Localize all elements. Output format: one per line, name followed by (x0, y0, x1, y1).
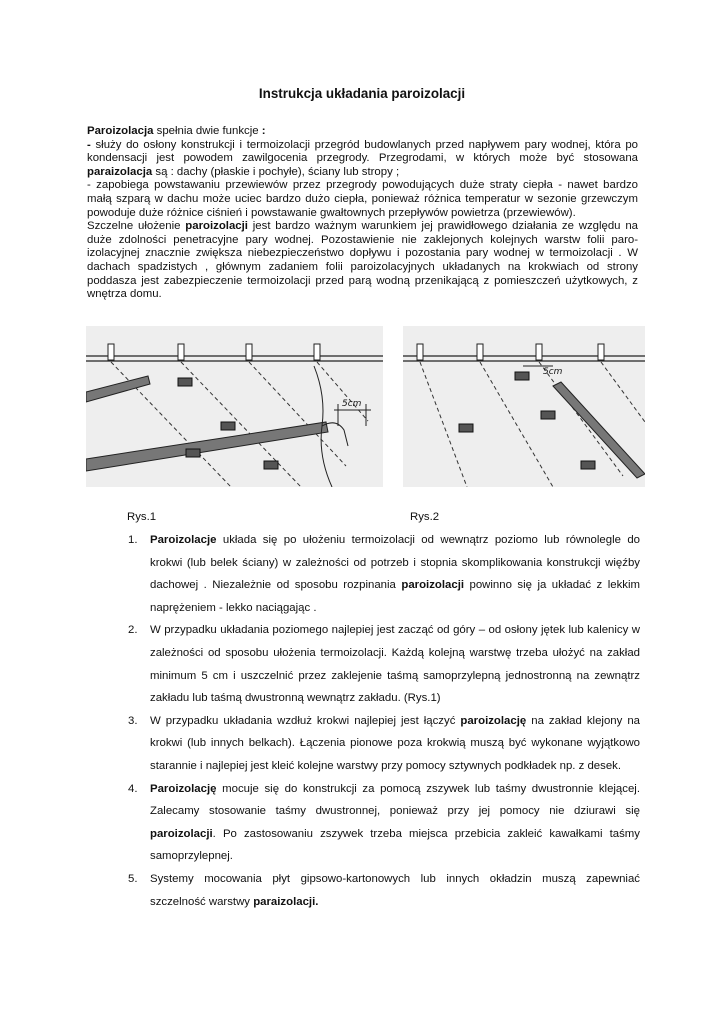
fastening-pad (264, 461, 278, 469)
term-bold: paraizolacja (87, 165, 153, 178)
list-text: powinno się ja układać z lekkim naprężeniem - lekko naciągając . (150, 579, 640, 614)
rafter-end (108, 344, 114, 360)
intro-text-span: są : dachy (płaskie i pochyłe), ściany lub stropy ; (152, 165, 400, 178)
intro-text-span: służy do osłony konstrukcji i termoizolacji przegród budowlanych przed napływem pary wodnej, która po kondensacji jest powodem zawilgocenia przegrody. Przegrodami, w których może być stosowana (87, 138, 638, 165)
rafter-end (536, 344, 542, 360)
intro-paragraph-2 (87, 139, 638, 180)
figure-1-drawing (86, 326, 383, 487)
intro-text (87, 125, 638, 302)
list-item (126, 710, 640, 778)
tape-strip-main (86, 422, 328, 471)
tape-strip-vertical (553, 382, 645, 478)
list-text: układa się po ułożeniu termoizolacji od wewnątrz poziomo lub równolegle do krokwi (lub belek ściany) w zależności od potrzeb i stopnia skomplikowania konstrukcji więźby dachowej . Niezależnie od sposobu rozpinania (150, 534, 640, 592)
rafter-dashed-line (480, 362, 553, 487)
rafter-end (598, 344, 604, 360)
rafter-dashed-line (601, 362, 645, 422)
term-bold: Paroizolację (150, 782, 217, 795)
term-bold: paroizolacji (401, 579, 465, 592)
list-item (126, 619, 640, 709)
term-bold: paroizolacji (185, 220, 248, 233)
fastening-pad (178, 378, 192, 386)
rafter-dashed-line (181, 362, 301, 487)
intro-paragraph-4 (87, 220, 638, 302)
dash-bold: - (87, 138, 91, 151)
dimension-label: 5cm (543, 367, 563, 377)
fastening-pad (515, 372, 529, 380)
list-text: na zakład klejony na krokwi (lub innych belkach). Łączenia pionowe poza krokwią muszą być wykonane wyjątkowo starannie i najlepiej jest kleić kolejne warstwy przy pomocy sztywnych podkładek np. z desek. (150, 714, 640, 772)
tape-strip-top (86, 376, 150, 402)
term-bold: paroizolacji (150, 827, 213, 840)
term-bold: Paroizolacja (87, 125, 154, 137)
term-bold: Paroizolacje (150, 534, 217, 546)
intro-paragraph-3: - zapobiega powstawaniu przewiewów przez przegrody powodujących duże straty ciepła - nawet bardzo małą szparą w dachu może uciec bardzo dużo ciepła, ponieważ różnica temperatur w sezonie grzewczym powoduje duże różnice ciśnień i powstawanie gwałtownych przepływów powietrza (przewiewów). (87, 179, 638, 219)
list-text: mocuje się do konstrukcji za pomocą zszywek lub taśmy dwustronnie klejącej. Zalecamy stosowanie taśmy dwustronnej, ponieważ przy jej pomocy nie dziurawi się (150, 782, 640, 818)
colon-bold: : (261, 125, 266, 137)
instruction-list (126, 529, 640, 913)
fastening-pad (221, 422, 235, 430)
term-bold: paraizolacji. (253, 895, 319, 908)
figure-1-illustration (86, 326, 383, 487)
term-bold: paroizolację (460, 714, 527, 727)
figure-1-caption: Rys.1 (127, 511, 157, 523)
rafter-end (314, 344, 320, 360)
rafter-dashed-line (249, 362, 346, 466)
dimension-label: 5cm (342, 399, 362, 409)
list-text: W przypadku układania wzdłuż krokwi najlepiej jest łączyć (150, 714, 461, 727)
list-text: W przypadku układania poziomego najlepiej jest zacząć od góry – od osłony jętek lub kalenicy w zależności od sposobu ułożenia termoizolacji. Każdą kolejną warstwę trzeba ułożyć na zakład minimum 5 cm i uszczelnić przez zaklejenie taśmą samoprzylepną jednostronną na zewnątrz zakładu lub taśmą dwustronną wewnątrz zakładu. (Rys.1) (150, 624, 640, 705)
fastening-pad (459, 424, 473, 432)
fastening-pad (186, 449, 200, 457)
intro-text-span: Szczelne ułożenie (87, 220, 186, 233)
list-item (126, 868, 640, 913)
list-number: 3. (128, 714, 138, 727)
figure-2-caption: Rys.2 (410, 511, 440, 523)
intro-text-span: spełnia dwie funkcje (153, 125, 262, 137)
rafter-end (417, 344, 423, 360)
list-number: 5. (128, 872, 138, 885)
fastening-pad (581, 461, 595, 469)
rafter-end (246, 344, 252, 360)
figure-2-drawing (403, 326, 645, 487)
rafter-end (477, 344, 483, 360)
list-item (126, 529, 640, 619)
rafter-dashed-line (317, 362, 368, 421)
list-text: . Po zastosowaniu zszywek trzeba miejsca przebicia zakleić kawałkami taśmy samoprzylepnej. (150, 827, 640, 863)
fastening-pad (541, 411, 555, 419)
intro-paragraph-1 (87, 125, 638, 139)
list-item (126, 778, 640, 868)
list-number: 4. (128, 782, 138, 795)
intro-text-span: jest bardzo ważnym warunkiem jej prawidłowego działania ze względu na duże zdolności penetracyjne pary wodnej. Pozostawienie nie zaklejonych kolejnych warstw folii paro-izolacyjnej znacznie zwiększa niebezpieczeństwo dopływu i pozostania pary wodnej w termoizolacji . W dachach spadzistych , głównym zadaniem folii paroizolacyjnych układanych na krokwiach od strony poddasza jest zabezpieczenie termoizolacji przed parą wodną przenikającą z pomieszczeń użytkowych, z wnętrza domu. (87, 220, 638, 301)
list-number: 2. (128, 624, 138, 637)
document-title: Instrukcja układania paroizolacji (258, 86, 466, 101)
list-number: 1. (128, 534, 138, 546)
list-text: Systemy mocowania płyt gipsowo-kartonowych lub innych okładzin muszą zapewniać szczelność warstwy (150, 872, 640, 908)
rafter-end (178, 344, 184, 360)
figure-2-illustration (403, 326, 645, 487)
